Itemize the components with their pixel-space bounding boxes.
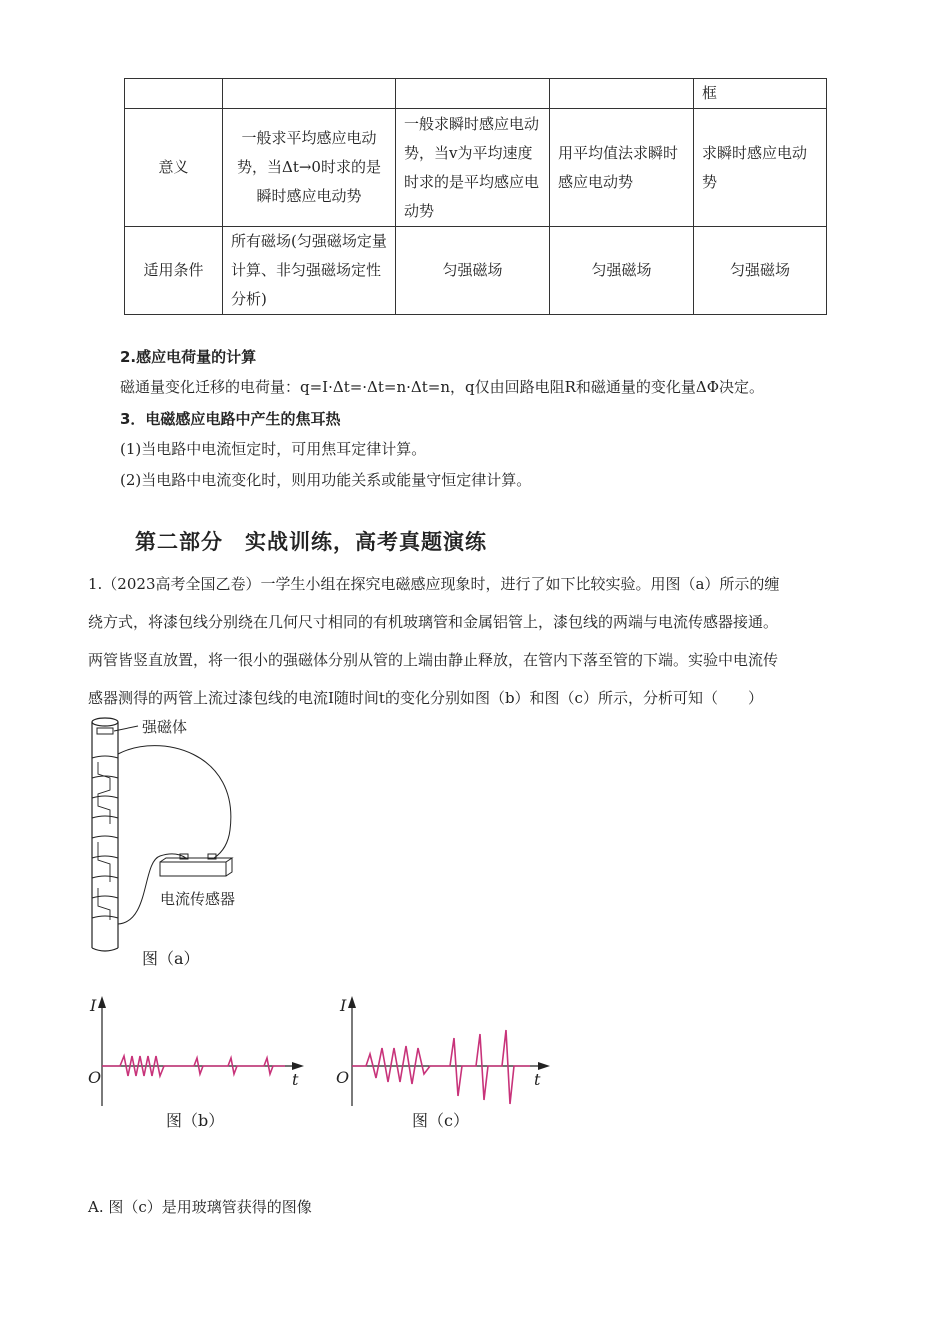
table-cell: 框 [694,79,827,109]
figure-c-x-label: t [534,1070,541,1089]
table-cell: 用平均值法求瞬时感应电动势 [550,109,694,227]
section-2-title: 2.感应电荷量的计算 [120,348,257,366]
figure-b-caption: 图（b） [166,1111,225,1130]
row-label-meaning: 意义 [125,109,223,227]
section-2-text: 磁通量变化迁移的电荷量：q=I·Δt=·Δt=n·Δt=n，q仅由回路电阻R和磁通量的变化量ΔΦ决定。 [120,378,765,396]
figure-b-origin: O [88,1068,102,1087]
figure-c-origin: O [336,1068,350,1087]
table-cell [550,79,694,109]
table-cell: 一般求瞬时感应电动势，当v为平均速度时求的是平均感应电动势 [396,109,550,227]
table-cell: 匀强磁场 [694,227,827,315]
section-3-item-1: (1)当电路中电流恒定时，可用焦耳定律计算。 [120,440,427,458]
comparison-table [124,78,827,315]
figure-a-diagram [80,712,280,982]
table-cell: 所有磁场(匀强磁场定量计算、非匀强磁场定性分析) [223,227,396,315]
question-line-4: 感器测得的两管上流过漆包线的电流I随时间t的变化分别如图（b）和图（c）所示，分析可知（ ） [88,689,763,707]
part-title: 第二部分 实战训练，高考真题演练 [135,530,487,554]
figure-a-caption: 图（a） [142,949,200,968]
sensor-label: 电流传感器 [160,890,236,908]
table-cell: 求瞬时感应电动势 [694,109,827,227]
row-label-conditions: 适用条件 [125,227,223,315]
section-3-item-2: (2)当电路中电流变化时，则用功能关系或能量守恒定律计算。 [120,471,532,489]
figure-c-y-label: I [340,996,347,1015]
figure-b-x-label: t [292,1070,299,1089]
table-cell [125,79,223,109]
table-cell [396,79,550,109]
figure-c-caption: 图（c） [412,1111,469,1130]
table-cell [223,79,396,109]
table-row [125,79,827,109]
table-row [125,227,827,315]
table-cell: 一般求平均感应电动势，当Δt→0时求的是瞬时感应电动势 [223,109,396,227]
figure-b-y-label: I [90,996,97,1015]
question-line-2: 绕方式，将漆包线分别绕在几何尺寸相同的有机玻璃管和金属铝管上，漆包线的两端与电流传感器接通。 [88,613,779,631]
table-row [125,109,827,227]
table-cell: 匀强磁场 [550,227,694,315]
question-line-3: 两管皆竖直放置，将一很小的强磁体分别从管的上端由静止释放，在管内下落至管的下端。实验中电流传 [88,651,779,669]
section-3-title: 3．电磁感应电路中产生的焦耳热 [120,410,341,428]
figure-c-graph [330,992,560,1112]
magnet-label: 强磁体 [142,718,188,736]
table-cell: 匀强磁场 [396,227,550,315]
figure-b-graph [80,992,310,1112]
option-a[interactable]: A. 图（c）是用玻璃管获得的图像 [88,1198,312,1216]
question-line-1: 1.（2023高考全国乙卷）一学生小组在探究电磁感应现象时，进行了如下比较实验。用图（a）所示的缠 [88,575,780,593]
